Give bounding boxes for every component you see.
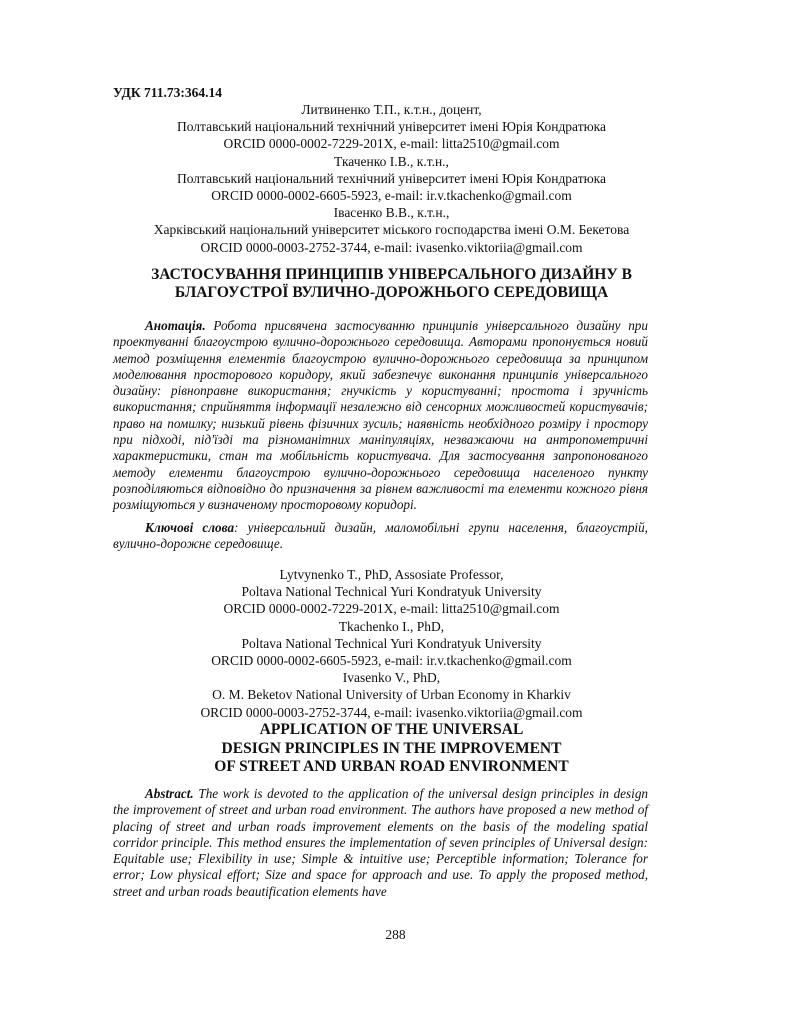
- author-line: ORCID 0000-0003-2752-3744, e-mail: ivasenko.viktoriia@gmail.com: [200, 239, 583, 255]
- title-line: БЛАГОУСТРОЇ ВУЛИЧНО-ДОРОЖНЬОГО СЕРЕДОВИЩА: [174, 284, 609, 301]
- author-line: Poltava National Technical Yuri Kondratyuk University: [241, 635, 542, 651]
- author-line: ORCID 0000-0002-7229-201X, e-mail: litta2510@gmail.com: [223, 136, 560, 152]
- author-line: ORCID 0000-0003-2752-3744, e-mail: ivasenko.viktoriia@gmail.com: [200, 704, 583, 720]
- title-line: DESIGN PRINCIPLES IN THE IMPROVEMENT: [221, 739, 562, 757]
- abstract-en: [113, 786, 648, 900]
- author-line: Харківський національний університет міського господарства імені О.М. Бекетова: [153, 222, 630, 238]
- paper-title-en: [113, 721, 670, 777]
- abstract-text-uk: Робота присвячена застосуванню принципів універсального дизайну при проектуванні благоустрою вулично-дорожнього середовища. Авторами пропонується новий метод розміщення елементів благоустрою вулично-дорожнього середовища за принципом моделювання просторового коридору, який забезпечує виконання принципів універсального дизайну: рівноправне використання; гнучкість у користуванні; простота і зручність використання; сприйняття інформації незалежно від сенсорних можливостей користувачів; право на помилку; низький рівень фізичних зусиль; наявність необхідного розміру і простору при підході, під'їзді та різноманітних маніпуляціях, незважаючи на антропометричні характеристики, стан та мобільність користувача. Для застосування запропонованого методу елементи благоустрою вулично-дорожнього середовища населеного пункту розподіляються відповідно до призначення за рівнем важливості та елементи кожного рівня розміщуються у визначеному просторовому коридорі.: [113, 318, 648, 513]
- author-line: Lytvynenko T., PhD, Assosiate Professor,: [279, 567, 504, 582]
- author-line: ORCID 0000-0002-6605-5923, e-mail: ir.v.tkachenko@gmail.com: [211, 188, 572, 204]
- author-line: Tkachenko I., PhD,: [338, 618, 445, 634]
- title-line: OF STREET AND URBAN ROAD ENVIRONMENT: [214, 758, 569, 775]
- keywords-uk: [113, 520, 648, 553]
- abstract-label-en: Abstract.: [145, 786, 194, 801]
- title-line: APPLICATION OF THE UNIVERSAL: [259, 721, 524, 738]
- author-line: Полтавський національний технічний університет імені Юрія Кондратюка: [176, 119, 607, 135]
- page-number: 288: [385, 927, 406, 942]
- author-line: Полтавський національний технічний університет імені Юрія Кондратюка: [176, 170, 607, 186]
- author-line: ORCID 0000-0002-7229-201X, e-mail: litta2510@gmail.com: [223, 601, 560, 617]
- authors-uk: [113, 101, 670, 256]
- title-line: ЗАСТОСУВАННЯ ПРИНЦИПІВ УНІВЕРСАЛЬНОГО ДИЗАЙНУ В: [151, 266, 632, 283]
- authors-en: [113, 566, 670, 721]
- keywords-text-uk: : універсальний дизайн, маломобільні групи населення, благоустрій, вулично-дорожнє середовище.: [113, 520, 648, 552]
- paper-title-uk: [113, 266, 670, 302]
- abstract-label-uk: Анотація.: [145, 318, 206, 333]
- keywords-label-uk: Ключові слова: [145, 520, 235, 535]
- author-line: Poltava National Technical Yuri Kondratyuk University: [241, 584, 542, 600]
- author-line: Івасенко В.В., к.т.н.,: [333, 205, 450, 221]
- author-line: ORCID 0000-0002-6605-5923, e-mail: ir.v.tkachenko@gmail.com: [211, 653, 572, 669]
- author-line: Литвиненко Т.П., к.т.н., доцент,: [301, 102, 482, 117]
- abstract-text-en: The work is devoted to the application of the universal design principles in design the improvement of street and urban road environment. The authors have proposed a new method of placing of street and urban roads improvement elements on the basis of the modeling spatial corridor principle. This method ensures the implementation of seven principles of Universal design: Equitable use; Flexibility in use; Simple & intuitive use; Perceptible information; Tolerance for error; Low physical effort; Size and space for approach and use. To apply the proposed method, street and urban roads beautification elements have: [113, 786, 649, 899]
- abstract-uk: [113, 318, 648, 514]
- udk-code: УДК 711.73:364.14: [113, 85, 222, 100]
- author-line: Ivasenko V., PhD,: [342, 670, 441, 686]
- author-line: O. M. Beketov National University of Urban Economy in Kharkiv: [212, 687, 571, 703]
- author-line: Ткаченко І.В., к.т.н.,: [334, 153, 449, 169]
